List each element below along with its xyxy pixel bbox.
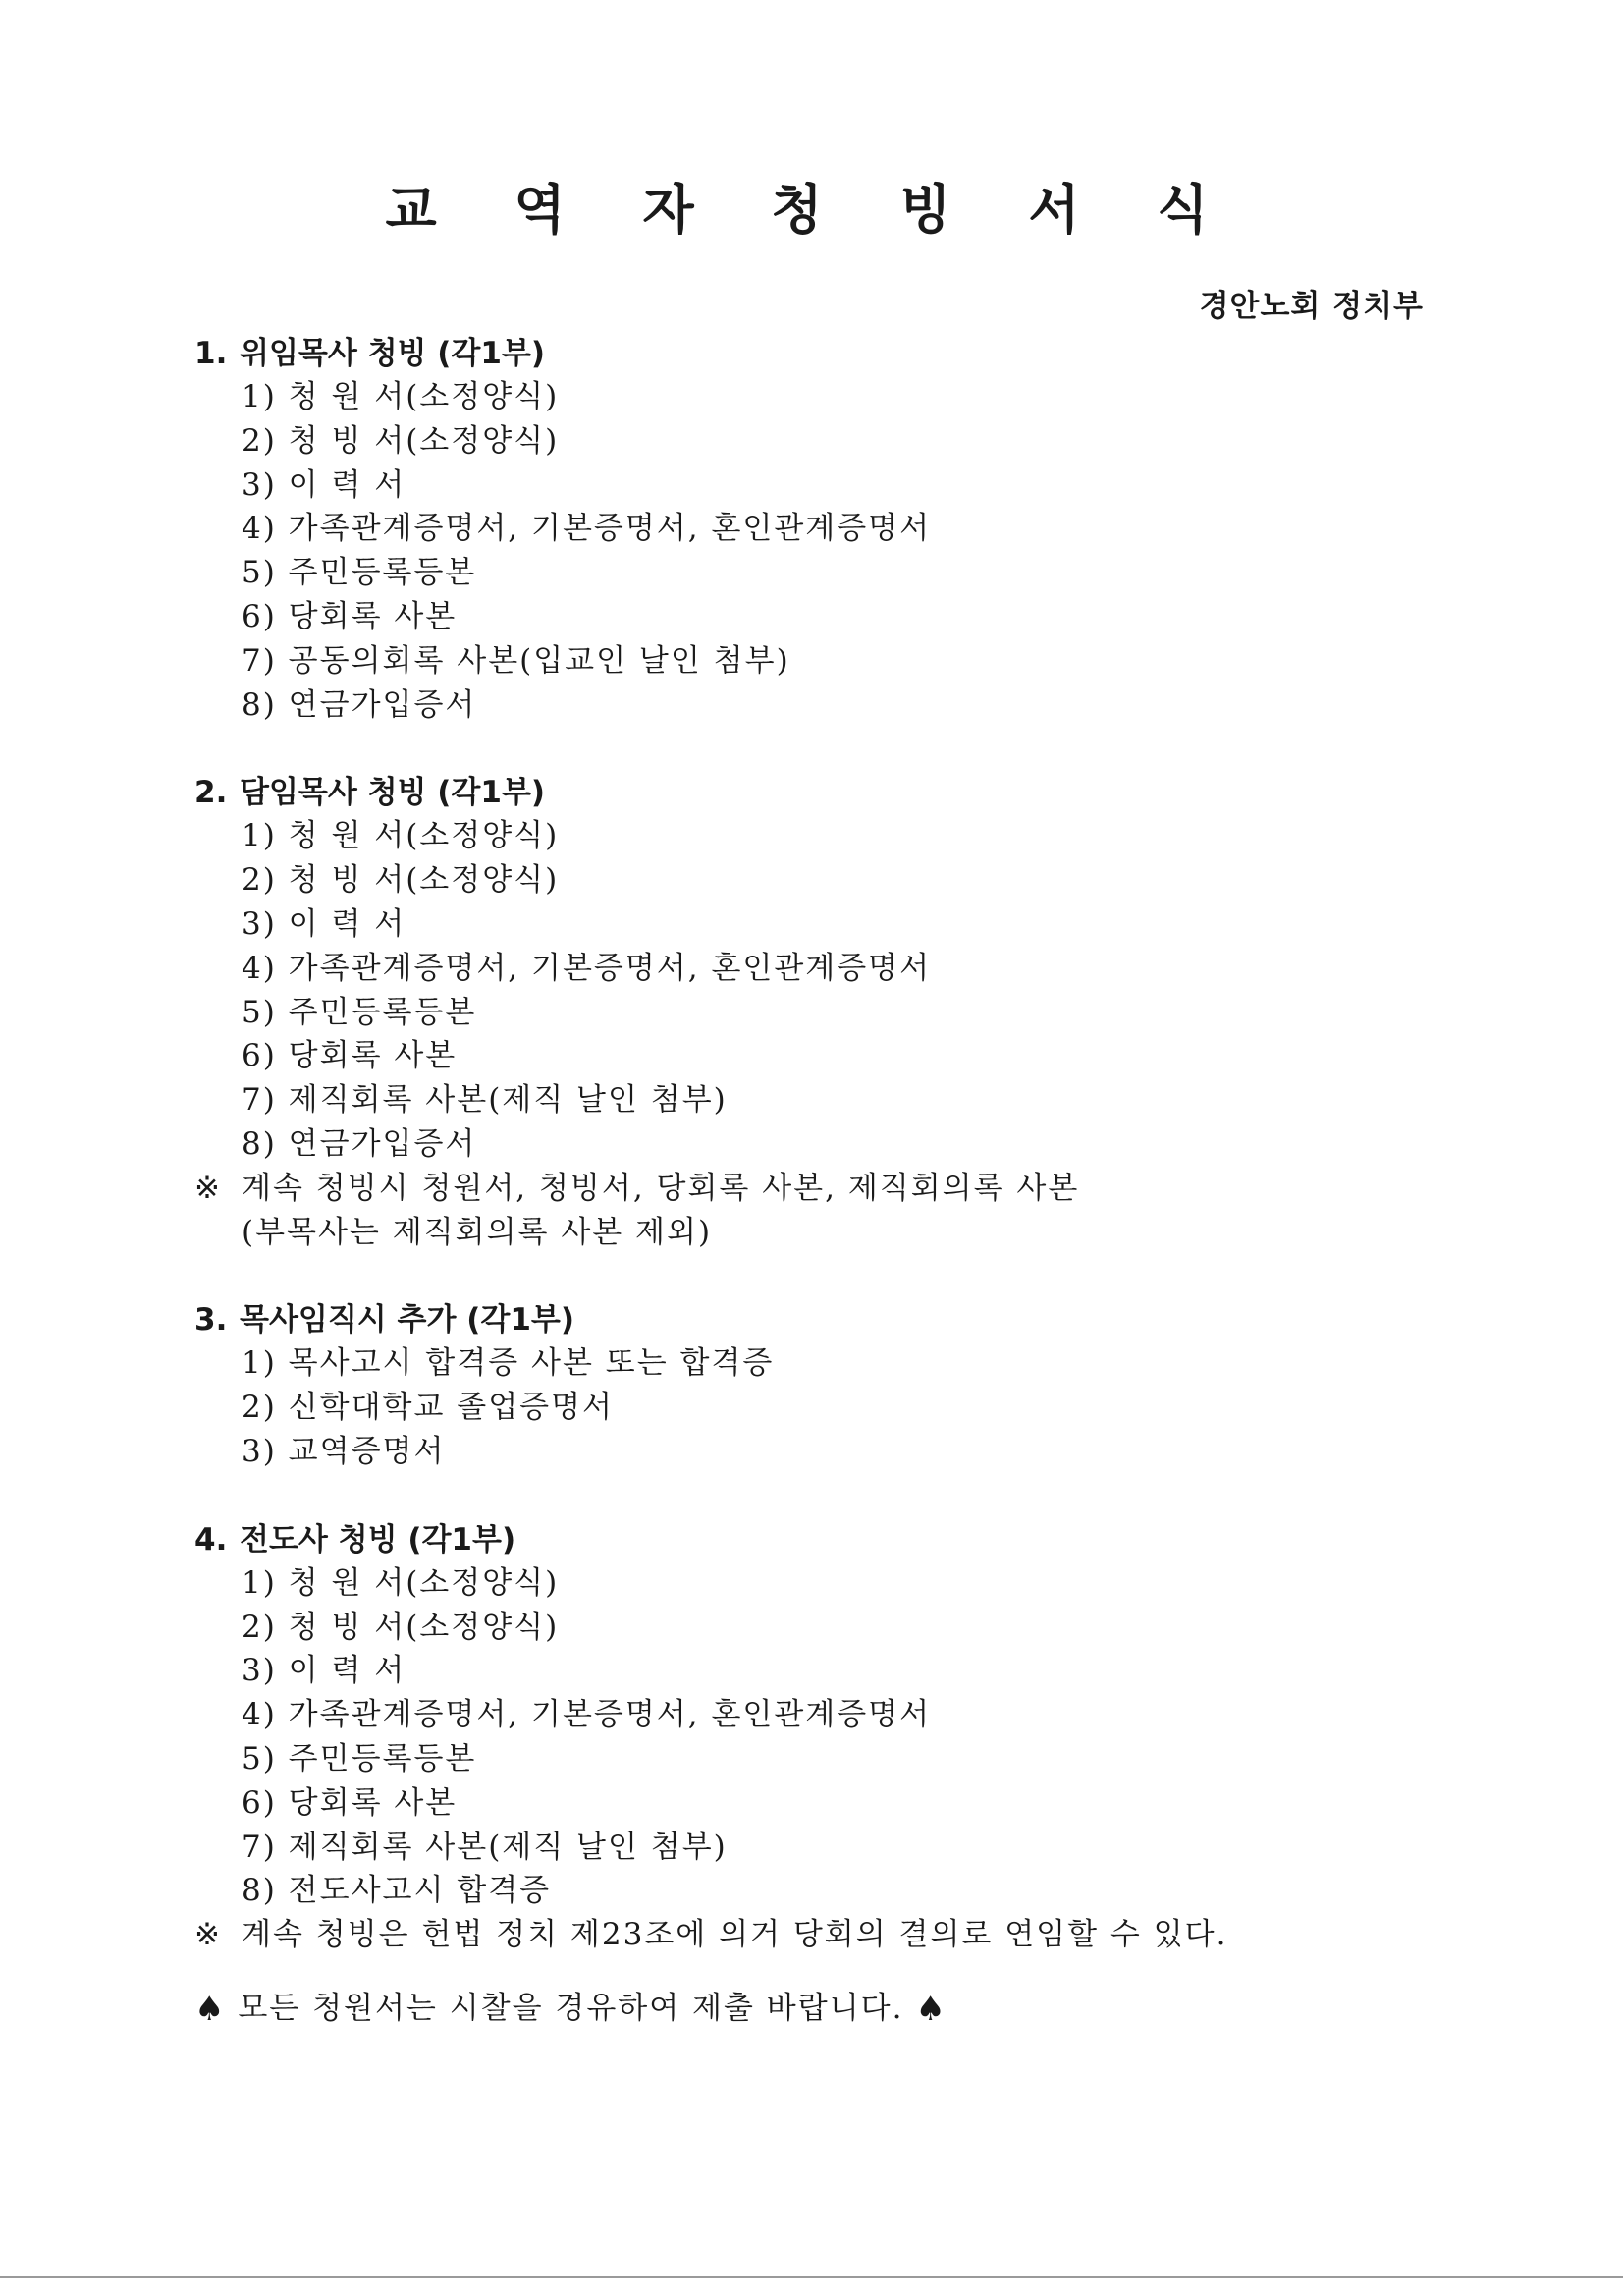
list-item: 2) 청 빙 서(소정양식) (242, 862, 560, 899)
section-number: 2. (194, 775, 228, 811)
note-text: 계속 청빙은 헌법 정치 제23조에 의거 당회의 결의로 연임할 수 있다. (242, 1917, 1228, 1953)
section-1 (194, 332, 1471, 727)
list-item: 5) 주민등록등본 (242, 1740, 477, 1777)
list-item: 1) 청 원 서(소정양식) (242, 1564, 560, 1601)
list-item: 4) 가족관계증명서, 기본증명서, 혼인관계증명서 (242, 950, 932, 986)
reference-mark: ※ (194, 1917, 222, 1953)
document-body (194, 332, 1471, 2031)
list-item: 8) 전도사고시 합격증 (242, 1873, 552, 1909)
requirement-list (194, 814, 1471, 1166)
section-2 (194, 771, 1471, 1254)
list-item: 5) 주민등록등본 (242, 994, 477, 1030)
spade-icon: ♠ (915, 1989, 947, 2029)
list-item: 4) 가족관계증명서, 기본증명서, 혼인관계증명서 (242, 1697, 932, 1733)
section-heading (194, 332, 1471, 375)
list-item: 7) 제직회록 사본(제직 날인 첨부) (242, 1829, 728, 1865)
issuing-organization: 경안노회 정치부 (1199, 289, 1424, 324)
section-note (194, 1167, 1471, 1255)
list-item: 6) 당회록 사본 (242, 598, 458, 634)
section-heading (194, 1298, 1471, 1341)
list-item: 1) 청 원 서(소정양식) (242, 379, 560, 414)
list-item: 3) 이 력 서 (242, 905, 406, 942)
section-note (194, 1913, 1471, 1957)
list-item: 7) 제직회록 사본(제직 날인 첨부) (242, 1082, 728, 1119)
list-item: 2) 청 빙 서(소정양식) (242, 1609, 560, 1645)
requirement-list (194, 375, 1471, 727)
spade-icon: ♠ (194, 1989, 227, 2029)
list-item: 8) 연금가입증서 (242, 686, 477, 723)
list-item: 2) 청 빙 서(소정양식) (242, 422, 560, 459)
document-title: 교 역 자 청 빙 서 식 (385, 178, 1238, 241)
note-text: 계속 청빙시 청원서, 청빙서, 당회록 사본, 제직회의록 사본 (242, 1170, 1080, 1206)
requirement-list (194, 1561, 1471, 1913)
page-bottom-rule (0, 2276, 1623, 2278)
list-item: 3) 교역증명서 (242, 1433, 446, 1469)
section-heading (194, 1518, 1471, 1561)
section-number: 4. (194, 1521, 228, 1558)
list-item: 1) 목사고시 합격증 사본 또는 합격증 (242, 1345, 775, 1382)
reference-mark: ※ (194, 1170, 222, 1206)
section-title: 담임목사 청빙 (각1부) (240, 775, 546, 811)
list-item: 1) 청 원 서(소정양식) (242, 818, 560, 854)
note-continuation: (부목사는 제직회의록 사본 제외) (242, 1214, 713, 1250)
section-4 (194, 1518, 1471, 1957)
section-number: 3. (194, 1302, 228, 1339)
submission-notice-text: 모든 청원서는 시찰을 경유하여 제출 바랍니다. (238, 1990, 904, 2026)
list-item: 6) 당회록 사본 (242, 1784, 458, 1821)
submission-notice (194, 1987, 1471, 2031)
list-item: 3) 이 력 서 (242, 466, 406, 503)
list-item: 6) 당회록 사본 (242, 1038, 458, 1074)
list-item: 4) 가족관계증명서, 기본증명서, 혼인관계증명서 (242, 511, 932, 547)
list-item: 7) 공동의회록 사본(입교인 날인 첨부) (242, 642, 790, 679)
section-3 (194, 1298, 1471, 1473)
requirement-list (194, 1341, 1471, 1473)
list-item: 2) 신학대학교 졸업증명서 (242, 1390, 614, 1426)
section-number: 1. (194, 336, 228, 371)
section-heading (194, 771, 1471, 814)
list-item: 5) 주민등록등본 (242, 555, 477, 591)
section-title: 전도사 청빙 (각1부) (240, 1521, 516, 1558)
list-item: 3) 이 력 서 (242, 1653, 406, 1689)
section-title: 목사임직시 추가 (각1부) (240, 1302, 575, 1339)
section-title: 위임목사 청빙 (각1부) (240, 336, 546, 371)
list-item: 8) 연금가입증서 (242, 1125, 477, 1162)
